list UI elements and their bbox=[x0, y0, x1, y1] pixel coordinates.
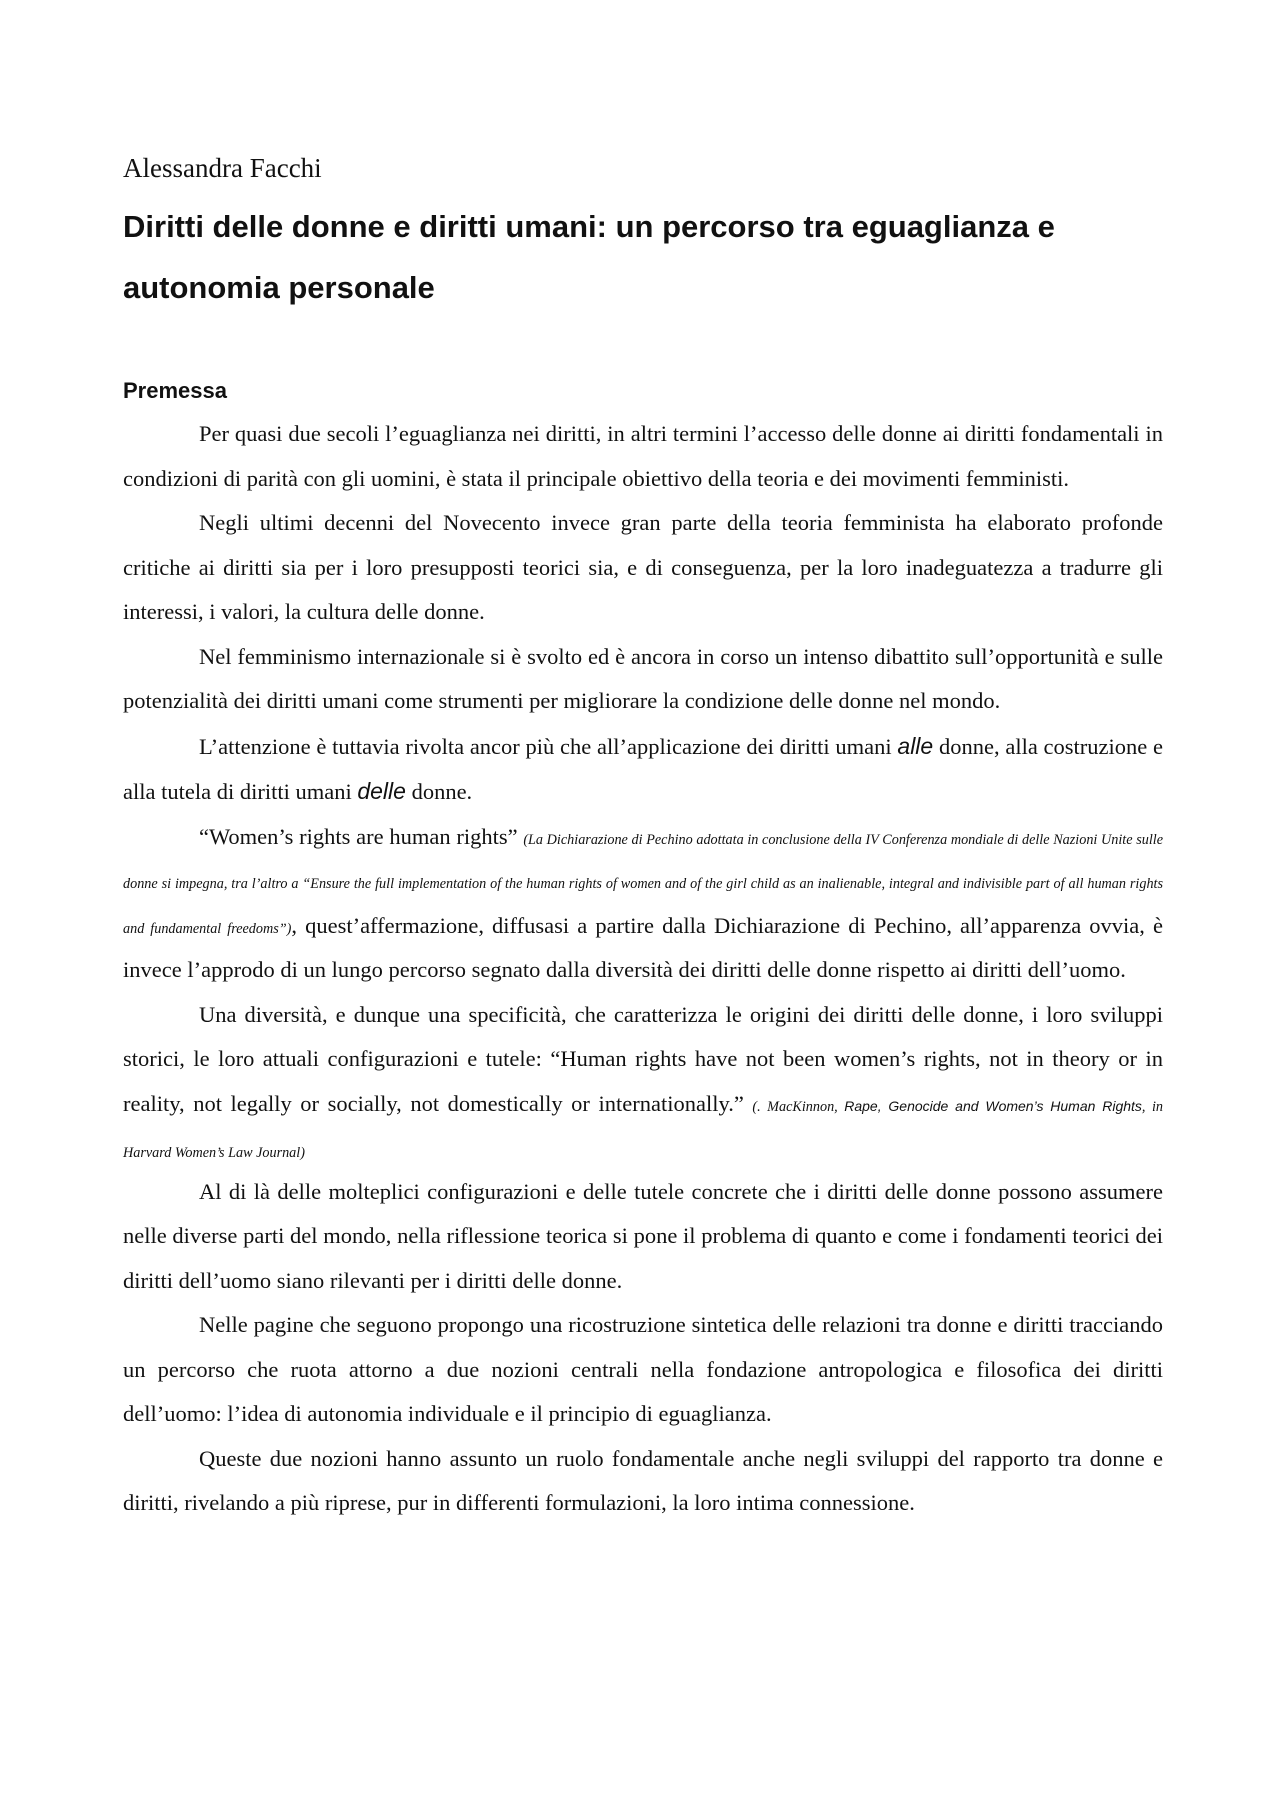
section-heading: Premessa bbox=[123, 378, 227, 403]
paragraph-6-text: Una diversità, e dunque una specificità, che caratterizza le origini dei diritti delle donne, i loro sviluppi storici, le loro attuali configurazioni e tutele: “Human rights have not been women’s rights, not in theory or in reality, not legally or socially, not domestically or internationally.” bbox=[123, 1001, 1163, 1116]
inline-note-mackinnon-title: Rape, Genocide and Women’s Human Rights bbox=[844, 1097, 1142, 1114]
author-name: Alessandra Facchi bbox=[123, 153, 322, 183]
paragraph-2: Negli ultimi decenni del Novecento invece gran parte della teoria femminista ha elaborato profonde critiche ai diritti sia per i loro presupposti teorici sia, e di conseguenza, per la loro inadeguatezza a tradurre gli interessi, i valori, la cultura delle donne. bbox=[123, 510, 1163, 624]
paragraph-4-text-c: donne. bbox=[405, 779, 473, 804]
paragraph-6 bbox=[123, 993, 1163, 1173]
emphasis-delle: delle bbox=[357, 778, 406, 804]
paragraph-4-text-a: L’attenzione è tuttavia rivolta ancor più che all’applicazione dei diritti umani bbox=[199, 733, 898, 759]
inline-note-beijing: (La Dichiarazione di Pechino adottata in conclusione della IV Conferenza mondiale di delle Nazioni Unite sulle donne si impegna, tra l’altro a “Ensure the full implementation of the human rights of women and of the girl child as an inalienable, integral and indivisible part of all human rights and fundamental freedoms”) bbox=[123, 831, 1164, 937]
document-page bbox=[123, 150, 1163, 1526]
paragraph-5 bbox=[123, 815, 1163, 993]
paragraph-4-text-b: donne, alla costruzione e alla tutela di diritti umani bbox=[123, 733, 1163, 804]
paragraph-7: Al di là delle molteplici configurazioni e delle tutele concrete che i diritti delle donne possono assumere nelle diverse parti del mondo, nella riflessione teorica si pone il problema di quanto e come i fondamenti teorici dei diritti dell’uomo siano rilevanti per i diritti delle donne. bbox=[123, 1178, 1163, 1293]
emphasis-alle: alle bbox=[897, 732, 934, 759]
paragraph-3: Nel femminismo internazionale si è svolto ed è ancora in corso un intenso dibattito sull’opportunità e sulle potenzialità dei diritti umani come strumenti per migliorare la condizione delle donne nel mondo. bbox=[123, 643, 1163, 713]
inline-note-mackinnon-a: (. MacKinnon, bbox=[752, 1098, 845, 1115]
paragraph-8: Nelle pagine che seguono propongo una ricostruzione sintetica delle relazioni tra donne e diritti tracciando un percorso che ruota attorno a due nozioni centrali nella fondazione antropologica e filosofica dei diritti dell’uomo: l’idea di autonomia individuale e il principio di eguaglianza. bbox=[123, 1312, 1163, 1426]
inline-note-mackinnon-b: , in Harvard Women’s Law Journal) bbox=[123, 1098, 1163, 1161]
paragraph-5-quote: “Women’s rights are human rights” bbox=[199, 823, 524, 849]
paragraph-5-text: , quest’affermazione, diffusasi a partire dalla Dichiarazione di Pechino, all’apparenza ovvia, è invece l’approdo di un lungo percorso segnato dalla diversità dei diritti delle donne rispetto ai diritti dell’uomo. bbox=[123, 912, 1164, 982]
paragraph-9: Queste due nozioni hanno assunto un ruolo fondamentale anche negli sviluppi del rapporto tra donne e diritti, rivelando a più riprese, pur in differenti formulazioni, la loro intima connessione. bbox=[123, 1445, 1163, 1515]
paragraph-1: Per quasi due secoli l’eguaglianza nei diritti, in altri termini l’accesso delle donne ai diritti fondamentali in condizioni di parità con gli uomini, è stata il principale obiettivo della teoria e dei movimenti femministi. bbox=[123, 421, 1163, 491]
document-title: Diritti delle donne e diritti umani: un percorso tra eguaglianza e autonomia personale bbox=[123, 209, 1055, 305]
paragraph-4 bbox=[123, 724, 1163, 815]
